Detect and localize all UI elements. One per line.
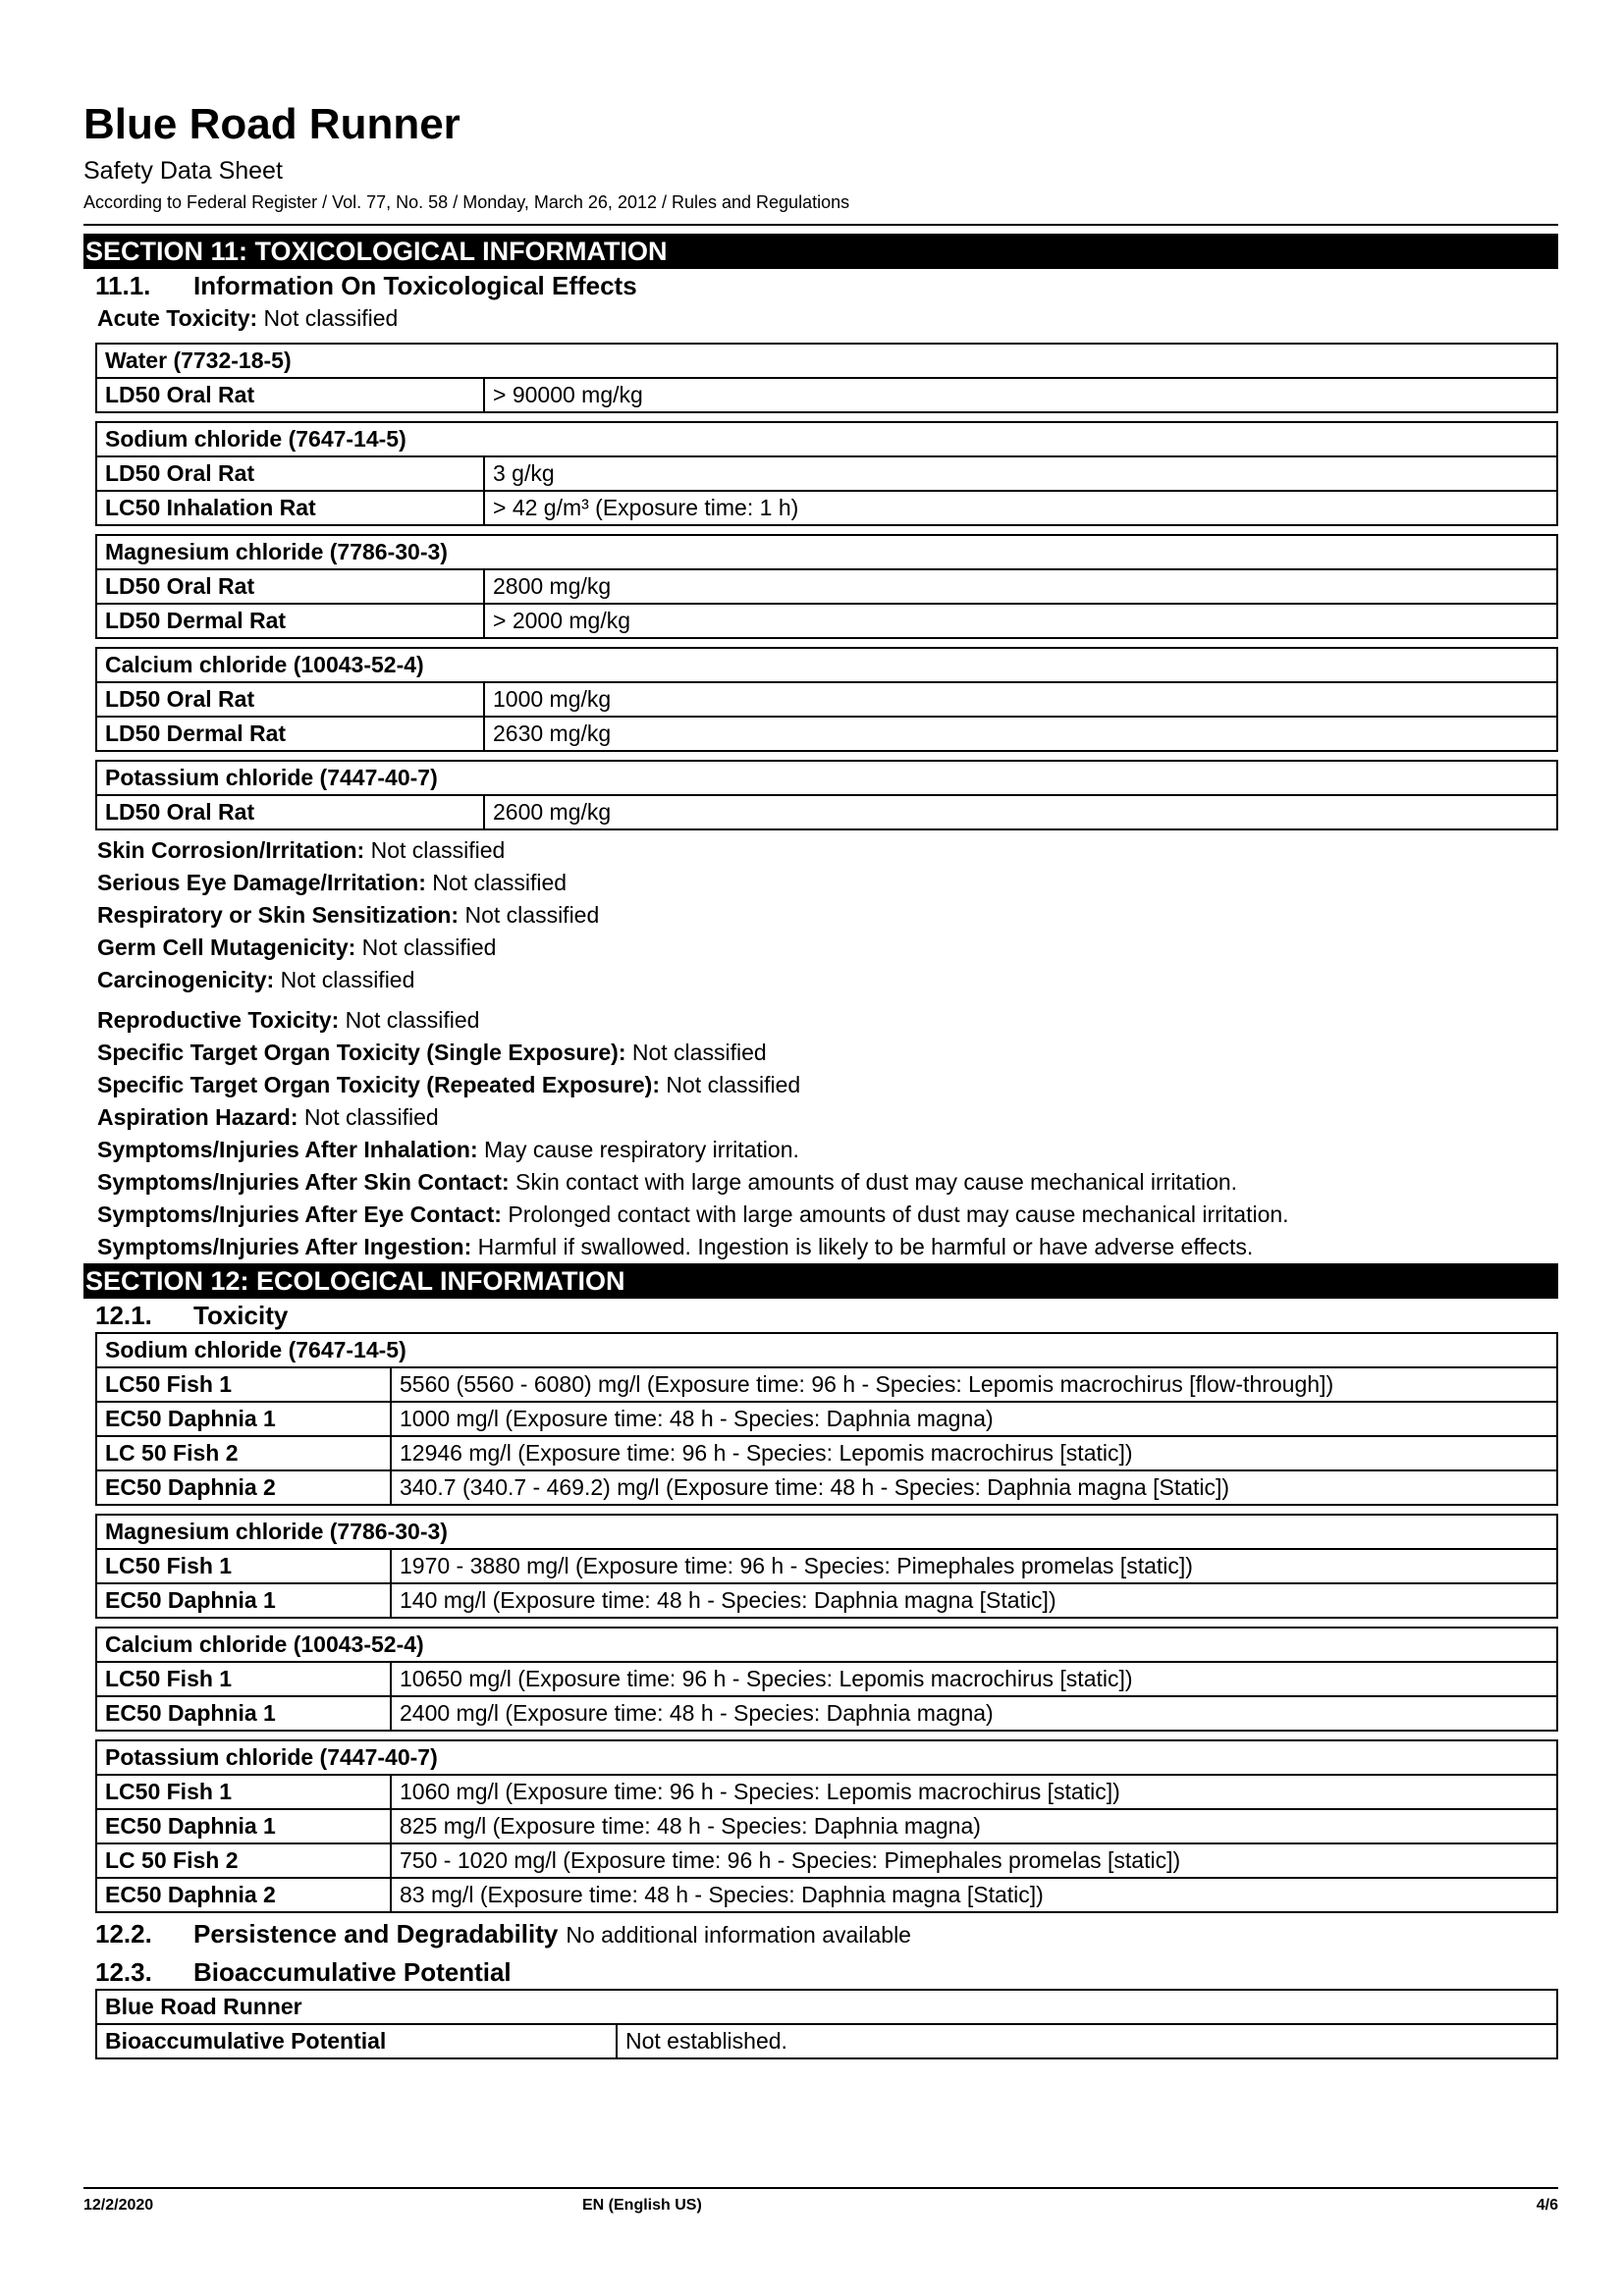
subsection-number: 12.3.: [95, 1957, 152, 1987]
table-row-value: 1060 mg/l (Exposure time: 96 h - Species: Lepomis macrochirus [static]): [391, 1775, 1557, 1809]
effect-line: [83, 1199, 1558, 1231]
effect-label: Aspiration Hazard:: [97, 1104, 298, 1130]
table-substance-name: Sodium chloride (7647-14-5): [96, 1333, 1557, 1367]
effect-value: Not classified: [339, 1007, 480, 1033]
table-row-value: 5560 (5560 - 6080) mg/l (Exposure time: 96 h - Species: Lepomis macrochirus [flow-through]): [391, 1367, 1557, 1402]
subsection-12-2-heading: [95, 1917, 1558, 1951]
table-substance-name: Potassium chloride (7447-40-7): [96, 1740, 1557, 1775]
table-row-value: 1000 mg/l (Exposure time: 48 h - Species: Daphnia magna): [391, 1402, 1557, 1436]
subsection-title: Toxicity: [193, 1301, 289, 1330]
subsection-note: No additional information available: [566, 1922, 911, 1948]
document-subtitle: Safety Data Sheet: [83, 157, 283, 185]
table-row-key: LC50 Fish 1: [96, 1662, 391, 1696]
table-row-value: 2400 mg/l (Exposure time: 48 h - Species: Daphnia magna): [391, 1696, 1557, 1731]
table-row-value: 2630 mg/kg: [484, 717, 1557, 751]
effect-line: [83, 1101, 1558, 1134]
effect-line: [83, 1069, 1558, 1101]
section-12-header: SECTION 12: ECOLOGICAL INFORMATION: [83, 1263, 1558, 1299]
table-row-key: EC50 Daphnia 2: [96, 1878, 391, 1912]
effect-value: Prolonged contact with large amounts of dust may cause mechanical irritation.: [501, 1201, 1289, 1227]
footer-page-number: 4/6: [1536, 2197, 1558, 2214]
table-row-key: LD50 Oral Rat: [96, 456, 484, 491]
effect-value: May cause respiratory irritation.: [477, 1137, 799, 1162]
effect-label: Carcinogenicity:: [97, 967, 275, 992]
table-row-value: > 90000 mg/kg: [484, 378, 1557, 412]
table-row-value: Not established.: [617, 2024, 1557, 2058]
footer-language: EN (English US): [582, 2197, 702, 2214]
effect-line: [83, 964, 1558, 996]
table-row-key: EC50 Daphnia 1: [96, 1809, 391, 1843]
table-substance-name: Magnesium chloride (7786-30-3): [96, 535, 1557, 569]
tox-table-potassium-chloride: [95, 760, 1558, 830]
table-row-value: 83 mg/l (Exposure time: 48 h - Species: Daphnia magna [Static]): [391, 1878, 1557, 1912]
effect-label: Germ Cell Mutagenicity:: [97, 934, 356, 960]
table-row-value: 750 - 1020 mg/l (Exposure time: 96 h - Species: Pimephales promelas [static]): [391, 1843, 1557, 1878]
subsection-number: 12.1.: [95, 1301, 152, 1330]
tox-table-water: [95, 343, 1558, 413]
table-row-value: 1970 - 3880 mg/l (Exposure time: 96 h - Species: Pimephales promelas [static]): [391, 1549, 1557, 1583]
subsection-12-1-heading: [95, 1299, 1558, 1332]
acute-toxicity-value: Not classified: [257, 305, 399, 331]
eco-table-potassium-chloride: [95, 1739, 1558, 1913]
table-row-key: LD50 Oral Rat: [96, 378, 484, 412]
acute-toxicity-label: Acute Toxicity:: [97, 305, 258, 331]
effect-label: Respiratory or Skin Sensitization:: [97, 902, 460, 928]
table-row-key: LC50 Fish 1: [96, 1367, 391, 1402]
effect-value: Not classified: [274, 967, 415, 992]
effect-label: Serious Eye Damage/Irritation:: [97, 870, 426, 895]
table-row-key: LD50 Oral Rat: [96, 569, 484, 604]
effect-label: Specific Target Organ Toxicity (Single Exposure):: [97, 1040, 626, 1065]
table-row-value: 1000 mg/kg: [484, 682, 1557, 717]
effect-line: [83, 1231, 1558, 1263]
table-row-value: > 2000 mg/kg: [484, 604, 1557, 638]
effect-label: Skin Corrosion/Irritation:: [97, 837, 365, 863]
eco-table-sodium-chloride: [95, 1332, 1558, 1506]
subsection-number: 12.2.: [95, 1919, 152, 1949]
table-substance-name: Blue Road Runner: [96, 1990, 1557, 2024]
subsection-title: Information On Toxicological Effects: [193, 271, 637, 300]
table-row-key: LD50 Oral Rat: [96, 795, 484, 829]
table-row-key: LD50 Oral Rat: [96, 682, 484, 717]
tox-table-sodium-chloride: [95, 421, 1558, 526]
effect-label: Specific Target Organ Toxicity (Repeated Exposure):: [97, 1072, 661, 1097]
document-page: [83, 100, 1558, 2059]
table-substance-name: Calcium chloride (10043-52-4): [96, 1628, 1557, 1662]
table-row-key: Bioaccumulative Potential: [96, 2024, 617, 2058]
table-row-value: 12946 mg/l (Exposure time: 96 h - Species: Lepomis macrochirus [static]): [391, 1436, 1557, 1470]
table-row-value: 825 mg/l (Exposure time: 48 h - Species: Daphnia magna): [391, 1809, 1557, 1843]
table-substance-name: Potassium chloride (7447-40-7): [96, 761, 1557, 795]
table-row-key: LD50 Dermal Rat: [96, 717, 484, 751]
effect-line: [83, 899, 1558, 932]
table-row-key: LD50 Dermal Rat: [96, 604, 484, 638]
table-row-value: 340.7 (340.7 - 469.2) mg/l (Exposure time: 48 h - Species: Daphnia magna [Static]): [391, 1470, 1557, 1505]
effect-label: Symptoms/Injuries After Inhalation:: [97, 1137, 478, 1162]
table-substance-name: Water (7732-18-5): [96, 344, 1557, 378]
effect-line: [83, 1134, 1558, 1166]
effect-line: [83, 1037, 1558, 1069]
table-row-key: LC 50 Fish 2: [96, 1843, 391, 1878]
page-footer: [83, 2187, 1558, 2220]
table-substance-name: Magnesium chloride (7786-30-3): [96, 1515, 1557, 1549]
table-row-value: 10650 mg/l (Exposure time: 96 h - Species: Lepomis macrochirus [static]): [391, 1662, 1557, 1696]
effect-line: [83, 834, 1558, 867]
subsection-12-3-heading: [95, 1955, 1558, 1989]
subsection-11-1-heading: [95, 269, 1558, 302]
effect-value: Skin contact with large amounts of dust may cause mechanical irritation.: [509, 1169, 1238, 1195]
bioaccumulative-table: [95, 1989, 1558, 2059]
effect-value: Not classified: [364, 837, 506, 863]
table-substance-name: Sodium chloride (7647-14-5): [96, 422, 1557, 456]
effect-value: Not classified: [425, 870, 568, 895]
table-row-key: LC 50 Fish 2: [96, 1436, 391, 1470]
effect-label: Symptoms/Injuries After Skin Contact:: [97, 1169, 510, 1195]
table-row-key: EC50 Daphnia 1: [96, 1402, 391, 1436]
product-title: Blue Road Runner: [83, 100, 460, 148]
table-row-key: EC50 Daphnia 1: [96, 1583, 391, 1618]
effect-line: [83, 867, 1558, 899]
effect-label: Symptoms/Injuries After Eye Contact:: [97, 1201, 502, 1227]
eco-table-magnesium-chloride: [95, 1514, 1558, 1619]
table-row-key: LC50 Fish 1: [96, 1775, 391, 1809]
effect-value: Not classified: [298, 1104, 439, 1130]
table-row-key: LC50 Inhalation Rat: [96, 491, 484, 525]
table-row-value: 2600 mg/kg: [484, 795, 1557, 829]
table-row-key: EC50 Daphnia 1: [96, 1696, 391, 1731]
effect-value: Not classified: [625, 1040, 767, 1065]
table-row-value: 2800 mg/kg: [484, 569, 1557, 604]
subsection-title: Persistence and Degradability: [193, 1919, 559, 1949]
table-row-value: > 42 g/m³ (Exposure time: 1 h): [484, 491, 1557, 525]
effect-value: Not classified: [355, 934, 497, 960]
table-row-value: 140 mg/l (Exposure time: 48 h - Species: Daphnia magna [Static]): [391, 1583, 1557, 1618]
subsection-number: 11.1.: [95, 271, 151, 300]
effect-value: Not classified: [459, 902, 600, 928]
effect-label: Symptoms/Injuries After Ingestion:: [97, 1234, 472, 1259]
table-row-key: EC50 Daphnia 2: [96, 1470, 391, 1505]
tox-table-calcium-chloride: [95, 647, 1558, 752]
table-substance-name: Calcium chloride (10043-52-4): [96, 648, 1557, 682]
effect-line: [83, 1166, 1558, 1199]
regulation-reference: According to Federal Register / Vol. 77, No. 58 / Monday, March 26, 2012 / Rules and Regulations: [83, 192, 850, 212]
section-11-header: SECTION 11: TOXICOLOGICAL INFORMATION: [83, 234, 1558, 269]
effect-value: Not classified: [660, 1072, 801, 1097]
acute-toxicity-line: [83, 302, 1558, 335]
table-row-value: 3 g/kg: [484, 456, 1557, 491]
table-row-key: LC50 Fish 1: [96, 1549, 391, 1583]
effect-label: Reproductive Toxicity:: [97, 1007, 340, 1033]
effect-line: [83, 1004, 1558, 1037]
footer-date: 12/2/2020: [83, 2197, 154, 2214]
subsection-title: Bioaccumulative Potential: [193, 1957, 512, 1987]
effect-line: [83, 932, 1558, 964]
eco-table-calcium-chloride: [95, 1627, 1558, 1732]
tox-table-magnesium-chloride: [95, 534, 1558, 639]
effect-value: Harmful if swallowed. Ingestion is likely to be harmful or have adverse effects.: [471, 1234, 1254, 1259]
